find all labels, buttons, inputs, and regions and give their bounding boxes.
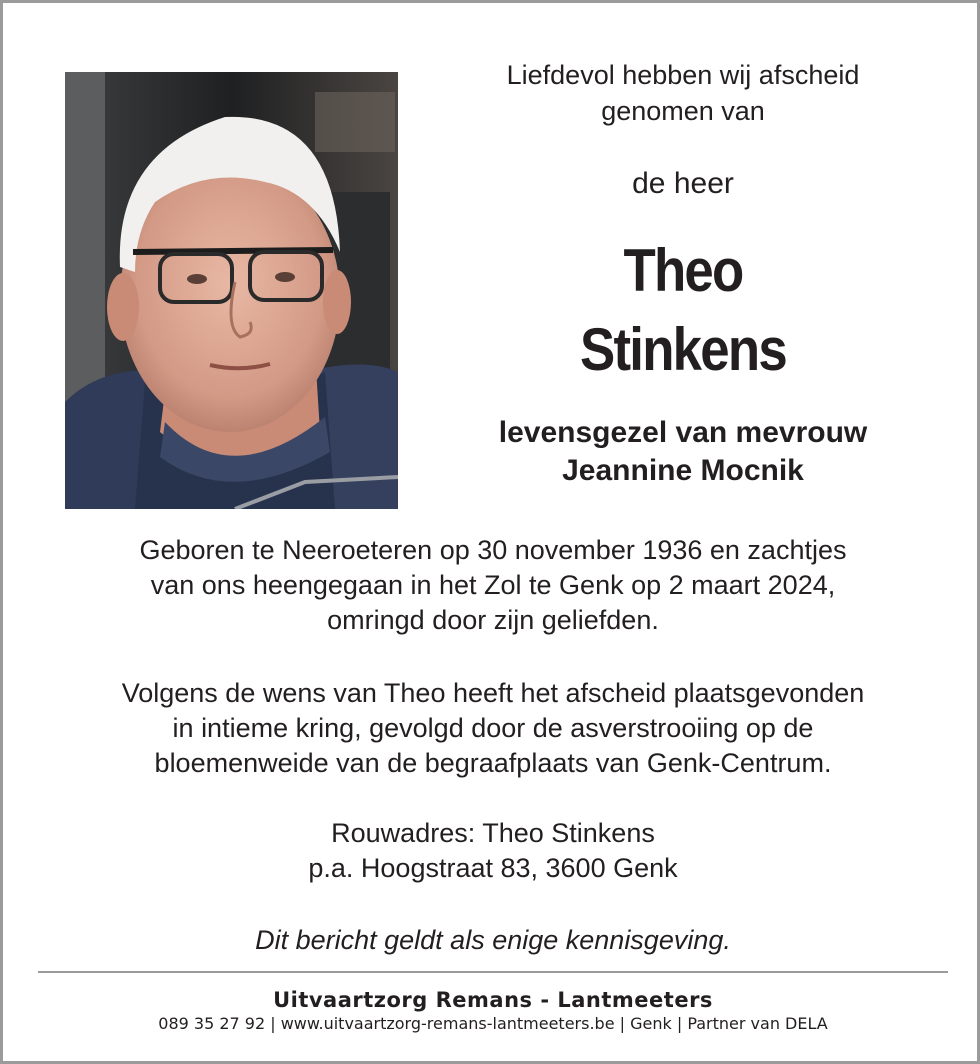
paragraph-line: in intieme kring, gevolgd door de asverstrooiing op de: [172, 713, 814, 743]
birth-death-paragraph: [23, 533, 963, 638]
honorific: de heer: [632, 167, 734, 200]
last-name: Stinkens: [579, 316, 786, 383]
portrait-photo: [65, 72, 398, 509]
paragraph-line: Volgens de wens van Theo heeft het afscheid plaatsgevonden: [121, 678, 865, 708]
address-line: Rouwadres: Theo Stinkens: [331, 818, 655, 848]
funeral-home-name: Uitvaartzorg Remans - Lantmeeters: [273, 988, 713, 1012]
funeral-wish-paragraph: [23, 676, 963, 781]
deceased-name: [472, 231, 894, 389]
paragraph-line: Geboren te Neeroeteren op 30 november 1936 en zachtjes: [139, 535, 847, 565]
partner-text: [443, 414, 923, 490]
partner-line: levensgezel van mevrouw: [498, 416, 868, 449]
address-line: p.a. Hoogstraat 83, 3600 Genk: [308, 853, 678, 883]
intro-line: genomen van: [601, 96, 765, 126]
paragraph-line: omringd door zijn geliefden.: [327, 605, 659, 635]
mourning-address: [23, 816, 963, 886]
partner-line: Jeannine Mocnik: [562, 454, 804, 487]
funeral-home-contact: 089 35 27 92 | www.uitvaartzorg-remans-lantmeeters.be | Genk | Partner van DELA: [158, 1014, 828, 1033]
first-name: Theo: [623, 237, 743, 304]
footer-divider: [38, 971, 948, 973]
paragraph-line: van ons heengegaan in het Zol te Genk op 2 maart 2024,: [150, 570, 836, 600]
notice-text: Dit bericht geldt als enige kennisgeving.: [255, 925, 731, 955]
intro-text: [443, 57, 923, 129]
intro-line: Liefdevol hebben wij afscheid: [506, 60, 860, 90]
portrait-illustration: [65, 72, 398, 509]
paragraph-line: bloemenweide van de begraafplaats van Genk-Centrum.: [154, 748, 832, 778]
